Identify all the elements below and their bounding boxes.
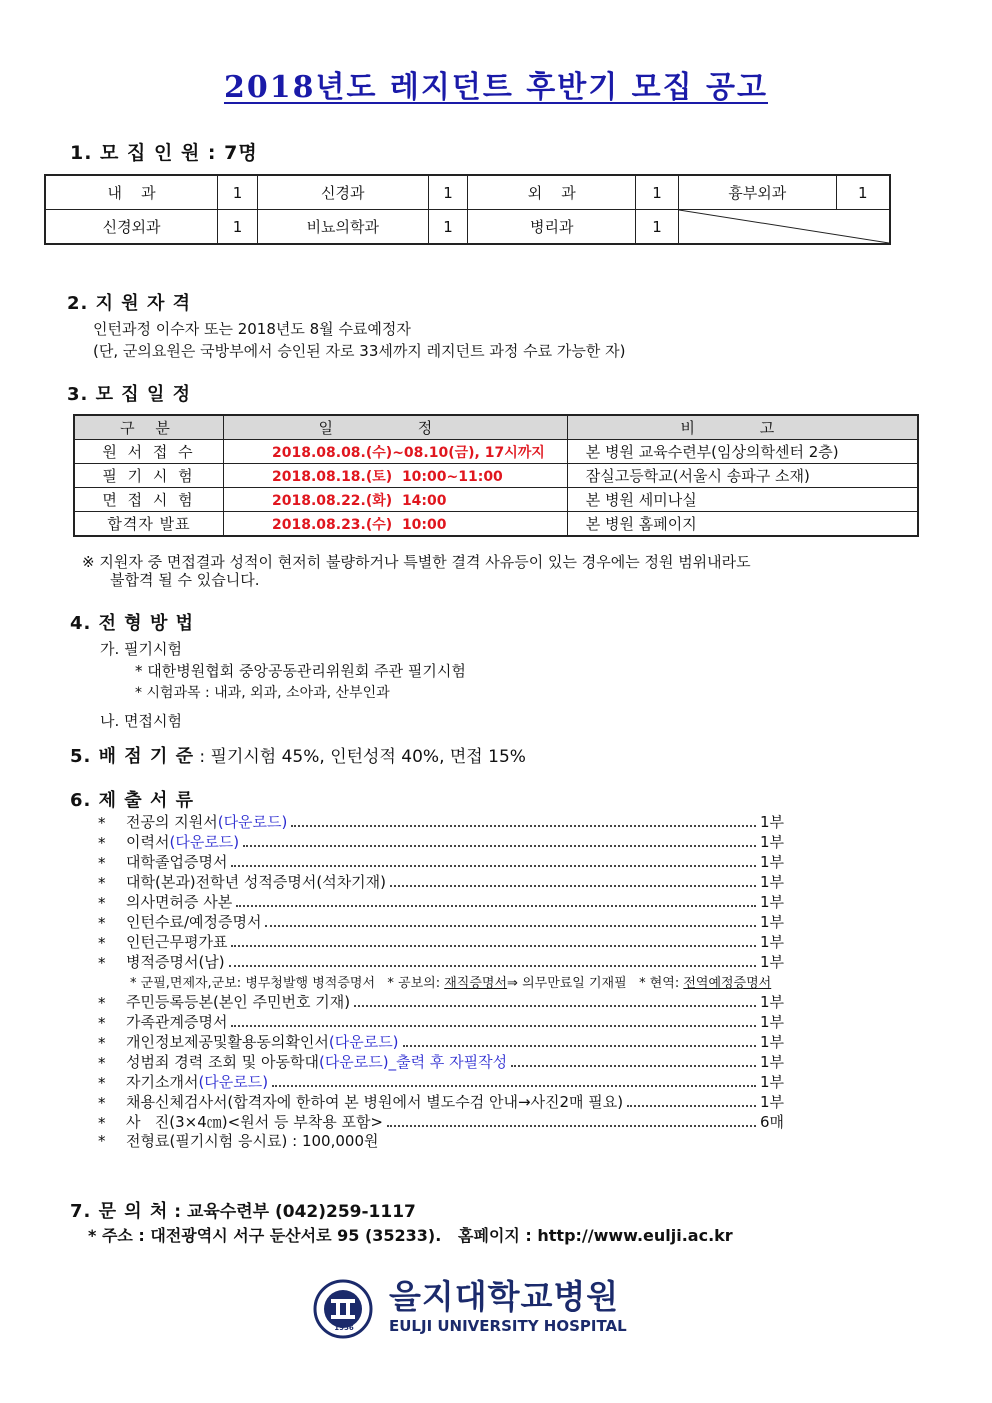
document-item: [98, 952, 788, 972]
download-link[interactable]: (다운로드): [217, 813, 288, 831]
document-name: 채용신체검사서(합격자에 한하여 본 병원에서 별도수검 안내→사진2매 필요): [126, 1093, 624, 1111]
document-name: 개인정보제공및활용동의확인서: [126, 1033, 329, 1051]
document-count: 1부: [760, 813, 785, 831]
document-count: 1부: [760, 853, 785, 871]
dept-count: 1: [636, 175, 679, 210]
document-name: 사 진(3×4㎝)<원서 등 부착용 포함>: [126, 1113, 384, 1131]
address-line: * 주소 : 대전광역시 서구 둔산서로 95 (35233). 홈페이지 : http://www.eulji.ac.kr: [88, 1226, 733, 1245]
schedule-note: 본 병원 홈페이지: [567, 512, 918, 537]
military-note-part: 재직증명서: [444, 976, 508, 991]
section-7: [70, 1197, 416, 1223]
document-count: 1부: [760, 1033, 785, 1051]
document-count: 1부: [760, 893, 785, 911]
bullet: *: [98, 1014, 106, 1032]
method-written: 가. 필기시험: [100, 640, 182, 658]
document-name: 대학졸업증명서: [126, 853, 228, 871]
document-item: [98, 1112, 788, 1132]
leader-dots: [231, 865, 756, 867]
document-count: 1부: [760, 993, 785, 1011]
dept-name: 신경외과: [45, 210, 218, 245]
document-item: [98, 812, 788, 832]
table-row: [45, 210, 890, 245]
schedule-table: [73, 414, 919, 537]
dept-count: 1: [428, 175, 468, 210]
diagonal-line: [679, 210, 889, 243]
recruit-count-table: [44, 174, 891, 245]
dept-count: 1: [836, 175, 890, 210]
document-item: [98, 852, 788, 872]
schedule-item: 원 서 접 수: [74, 440, 223, 464]
document-item: [98, 912, 788, 932]
dept-count: 1: [218, 175, 258, 210]
bullet: *: [98, 1074, 106, 1092]
table-row: [74, 440, 918, 464]
bullet: *: [98, 814, 106, 832]
bullet: *: [98, 914, 106, 932]
download-link[interactable]: (다운로드): [198, 1073, 269, 1091]
leader-dots: [390, 885, 756, 887]
logo-english: EULJI UNIVERSITY HOSPITAL: [389, 1317, 627, 1335]
schedule-note: 본 병원 교육수련부(임상의학센터 2층): [567, 440, 918, 464]
bullet: *: [98, 834, 106, 852]
section-7-heading: 7. 문 의 처: [70, 1201, 169, 1222]
fee-text: 전형료(필기시험 응시료) : 100,000원: [126, 1132, 379, 1150]
document-name: 대학(본과)전학년 성적증명서(석차기재): [126, 873, 387, 891]
section-5-heading: 5. 배 점 기 준: [70, 746, 194, 767]
table-row: [74, 488, 918, 512]
col-header: 비 고: [567, 415, 918, 440]
document-item: [98, 1072, 788, 1092]
document-count: 1부: [760, 933, 785, 951]
dept-name: 흉부외과: [679, 175, 837, 210]
method-written-detail-1: * 대한병원협회 중앙공동관리위원회 주관 필기시험: [135, 662, 466, 680]
document-count: 1부: [760, 1093, 785, 1111]
leader-dots: [354, 1005, 756, 1007]
document-count: 1부: [760, 913, 785, 931]
schedule-note: 본 병원 세미나실: [567, 488, 918, 512]
contact-text: : 교육수련부 (042)259-1117: [168, 1202, 416, 1222]
table-row: [74, 512, 918, 537]
dept-count: 1: [428, 210, 468, 245]
dept-count: 1: [218, 210, 258, 245]
document-name: 병적증명서(남): [126, 953, 225, 971]
scoring-text: : 필기시험 45%, 인턴성적 40%, 면접 15%: [193, 747, 526, 767]
document-name: 자기소개서: [126, 1073, 199, 1091]
dept-name: 병리과: [468, 210, 636, 245]
document-name: 이력서: [126, 833, 170, 851]
leader-dots: [627, 1105, 756, 1107]
document-count: 1부: [760, 1053, 785, 1071]
leader-dots: [236, 905, 756, 907]
qualification-line-2: (단, 군의요원은 국방부에서 승인된 자로 33세까지 레지던트 과정 수료 가능한 자): [93, 342, 626, 360]
schedule-date: 2018.08.08.(수)~08.10(금), 17시까지: [223, 440, 567, 464]
logo-korean: 을지대학교병원: [389, 1277, 620, 1316]
leader-dots: [243, 845, 756, 847]
schedule-date: 2018.08.23.(수) 10:00: [223, 512, 567, 537]
leader-dots: [387, 1125, 756, 1127]
dept-name: 신경과: [258, 175, 429, 210]
document-name: 의사면허증 사본: [126, 893, 233, 911]
schedule-item: 필 기 시 험: [74, 464, 223, 488]
bullet: *: [98, 954, 106, 972]
qualification-line-1: 인턴과정 이수자 또는 2018년도 8월 수료예정자: [93, 320, 411, 338]
schedule-remark-cont: 불합격 될 수 있습니다.: [110, 571, 260, 589]
leader-dots: [511, 1065, 756, 1067]
document-name: 성범죄 경력 조회 및 아동학대: [126, 1053, 319, 1071]
section-2-heading: 2. 지 원 자 격: [67, 293, 191, 314]
leader-dots: [231, 1025, 756, 1027]
schedule-remark: ※ 지원자 중 면접결과 성적이 현저히 불량하거나 특별한 결격 사유등이 있는 경우에는 정원 범위내라도: [82, 553, 751, 571]
schedule-item: 면 접 시 험: [74, 488, 223, 512]
seal-year: 1956: [334, 1324, 354, 1332]
military-note-part: * 군필,면제자,군보: 병무청발행 병적증명서 * 공보의:: [130, 976, 445, 991]
document-count: 1부: [760, 1013, 785, 1031]
section-1-heading: 1. 모 집 인 원 : 7명: [70, 142, 258, 164]
fee-line: * 전형료(필기시험 응시료) : 100,000원: [98, 1132, 379, 1150]
bullet: *: [98, 1094, 106, 1112]
section-5: [70, 742, 526, 768]
method-written-detail-2: * 시험과목 : 내과, 외과, 소아과, 산부인과: [135, 685, 390, 701]
leader-dots: [403, 1045, 756, 1047]
military-note: [130, 972, 771, 991]
leader-dots: [272, 1085, 756, 1087]
document-item: [98, 1052, 788, 1072]
dept-name: 내 과: [45, 175, 218, 210]
bullet: *: [98, 1114, 106, 1132]
table-header-row: [74, 415, 918, 440]
section-6-heading: 6. 제 출 서 류: [70, 790, 194, 811]
document-count: 1부: [760, 873, 785, 891]
table-row: [45, 175, 890, 210]
bullet: *: [98, 874, 106, 892]
bullet: *: [98, 894, 106, 912]
military-note-part: ⇒ 의무만료일 기재필 * 현역:: [507, 976, 684, 991]
document-item: [98, 1012, 788, 1032]
download-link[interactable]: (다운로드)_출력 후 자필작성: [318, 1053, 508, 1071]
bullet: *: [98, 994, 106, 1012]
military-note-part: 전역예정증명서: [683, 976, 772, 991]
schedule-note: 잠실고등학교(서울시 송파구 소재): [567, 464, 918, 488]
schedule-item: 합격자 발표: [74, 512, 223, 537]
bullet: *: [98, 1034, 106, 1052]
document-name: 인턴근무평가표: [126, 933, 228, 951]
table-row: [74, 464, 918, 488]
empty-cell: [679, 210, 891, 245]
document-count: 6매: [760, 1113, 785, 1131]
download-link[interactable]: (다운로드): [169, 833, 240, 851]
document-item: [98, 1032, 788, 1052]
document-name: 주민등록등본(본인 주민번호 기재): [126, 993, 351, 1011]
leader-dots: [265, 925, 756, 927]
leader-dots: [231, 945, 756, 947]
bullet: *: [98, 934, 106, 952]
document-item: [98, 932, 788, 952]
schedule-date: 2018.08.22.(화) 14:00: [223, 488, 567, 512]
document-item: [98, 1092, 788, 1112]
col-header: 일 정: [223, 415, 567, 440]
document-name: 가족관계증명서: [126, 1013, 228, 1031]
download-link[interactable]: (다운로드): [328, 1033, 399, 1051]
document-item: [98, 832, 788, 852]
document-count: 1부: [760, 953, 785, 971]
leader-dots: [229, 965, 756, 967]
dept-count: 1: [636, 210, 679, 245]
document-name: 인턴수료/예정증명서: [126, 913, 262, 931]
document-count: 1부: [760, 1073, 785, 1091]
document-item: [98, 872, 788, 892]
document-count: 1부: [760, 833, 785, 851]
document-item: [98, 992, 788, 1012]
schedule-date: 2018.08.18.(토) 10:00~11:00: [223, 464, 567, 488]
hospital-logo: [305, 1279, 680, 1339]
method-interview: 나. 면접시험: [100, 712, 182, 730]
bullet: *: [98, 1054, 106, 1072]
col-header: 구 분: [74, 415, 223, 440]
section-3-heading: 3. 모 집 일 정: [67, 384, 191, 405]
bullet: *: [98, 854, 106, 872]
leader-dots: [291, 825, 756, 827]
section-4-heading: 4. 전 형 방 법: [70, 613, 194, 634]
page-title: 2018년도 레지던트 후반기 모집 공고: [223, 70, 768, 105]
dept-name: 외 과: [468, 175, 636, 210]
dept-name: 비뇨의학과: [258, 210, 429, 245]
document-name: 전공의 지원서: [126, 813, 218, 831]
document-item: [98, 892, 788, 912]
